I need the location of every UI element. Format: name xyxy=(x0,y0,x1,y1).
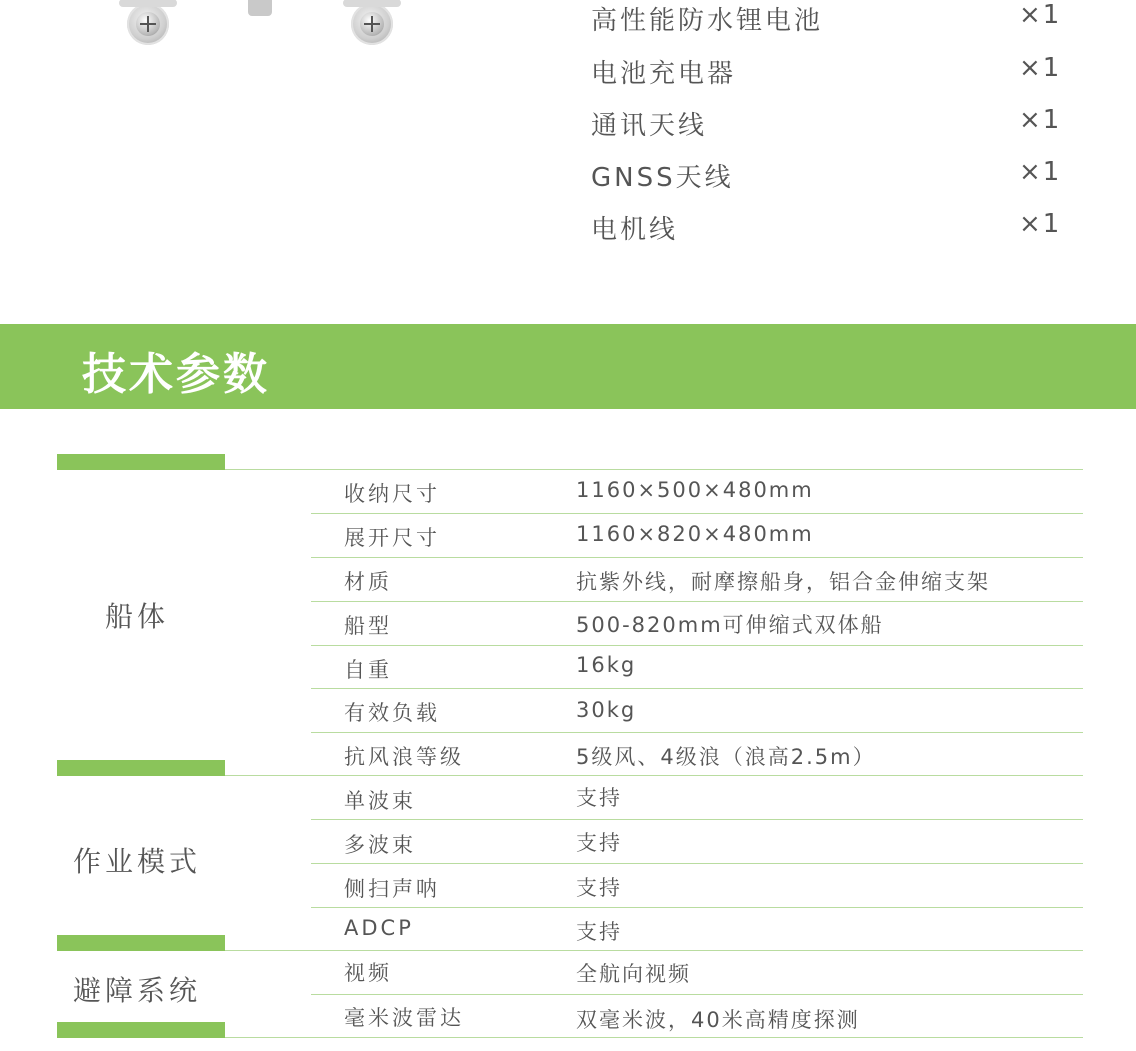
package-item xyxy=(591,53,1071,93)
spec-value: 抗紫外线，耐摩擦船身，铝合金伸缩支架 xyxy=(576,570,990,594)
spec-value: 1160×500×480mm xyxy=(576,478,814,502)
spec-value: 支持 xyxy=(576,786,622,810)
package-item-qty: ×1 xyxy=(1019,105,1062,135)
spec-key: 有效负载 xyxy=(344,701,440,725)
row-divider xyxy=(311,513,1083,514)
spec-key: 侧扫声呐 xyxy=(344,877,440,901)
spec-value: 支持 xyxy=(576,876,622,900)
row-divider xyxy=(225,1037,1083,1038)
package-item xyxy=(591,157,1071,197)
row-divider xyxy=(225,775,1083,776)
screw-detail-image-right xyxy=(351,3,393,45)
row-divider xyxy=(311,557,1083,558)
spec-key: 视频 xyxy=(344,961,392,985)
row-divider xyxy=(225,950,1083,951)
spec-value: 双毫米波，40米高精度探测 xyxy=(576,1008,860,1032)
package-item-qty: ×1 xyxy=(1019,53,1062,83)
row-divider xyxy=(311,994,1083,995)
spec-key: 多波束 xyxy=(344,833,416,857)
row-divider xyxy=(311,863,1083,864)
spec-key: 毫米波雷达 xyxy=(344,1006,464,1030)
package-item-qty: ×1 xyxy=(1019,157,1062,187)
package-item-name: 电池充电器 xyxy=(591,59,737,89)
category-label-avoid: 避障系统 xyxy=(72,974,201,1007)
spec-value: 500-820mm可伸缩式双体船 xyxy=(576,613,884,637)
category-divider xyxy=(57,760,225,776)
screw-detail-image-left xyxy=(127,3,169,45)
spec-value: 支持 xyxy=(576,920,622,944)
spec-value: 5级风、4级浪（浪高2.5m） xyxy=(576,745,876,769)
package-item xyxy=(591,209,1071,249)
spec-key: 展开尺寸 xyxy=(344,526,440,550)
row-divider xyxy=(311,732,1083,733)
package-item xyxy=(591,0,1071,40)
package-item xyxy=(591,105,1071,145)
bracket-detail-image xyxy=(248,0,272,16)
section-banner xyxy=(0,324,1136,409)
package-item-name: 通讯天线 xyxy=(591,111,708,141)
row-divider xyxy=(311,819,1083,820)
category-divider xyxy=(57,454,225,470)
category-divider xyxy=(57,1022,225,1038)
category-label-hull: 船体 xyxy=(104,600,169,633)
section-title: 技术参数 xyxy=(82,349,270,400)
category-label-mode: 作业模式 xyxy=(72,845,201,878)
package-item-qty: ×1 xyxy=(1019,0,1062,30)
spec-value: 1160×820×480mm xyxy=(576,522,814,546)
package-item-name: GNSS天线 xyxy=(591,163,734,193)
package-item-name: 高性能防水锂电池 xyxy=(591,6,824,36)
row-divider xyxy=(311,601,1083,602)
package-item-qty: ×1 xyxy=(1019,209,1062,239)
row-divider xyxy=(311,645,1083,646)
spec-key: 抗风浪等级 xyxy=(344,745,464,769)
package-item-name: 电机线 xyxy=(591,215,679,245)
row-divider xyxy=(311,688,1083,689)
spec-key: 收纳尺寸 xyxy=(344,482,440,506)
spec-value: 支持 xyxy=(576,831,622,855)
spec-key: 材质 xyxy=(344,570,392,594)
row-divider xyxy=(311,907,1083,908)
spec-value: 全航向视频 xyxy=(576,962,691,986)
category-divider xyxy=(57,935,225,951)
spec-key: 单波束 xyxy=(344,789,416,813)
spec-value: 16kg xyxy=(576,653,637,677)
row-divider xyxy=(225,469,1083,470)
spec-value: 30kg xyxy=(576,698,637,722)
spec-key: ADCP xyxy=(344,916,414,940)
spec-key: 船型 xyxy=(344,614,392,638)
spec-key: 自重 xyxy=(344,658,392,682)
